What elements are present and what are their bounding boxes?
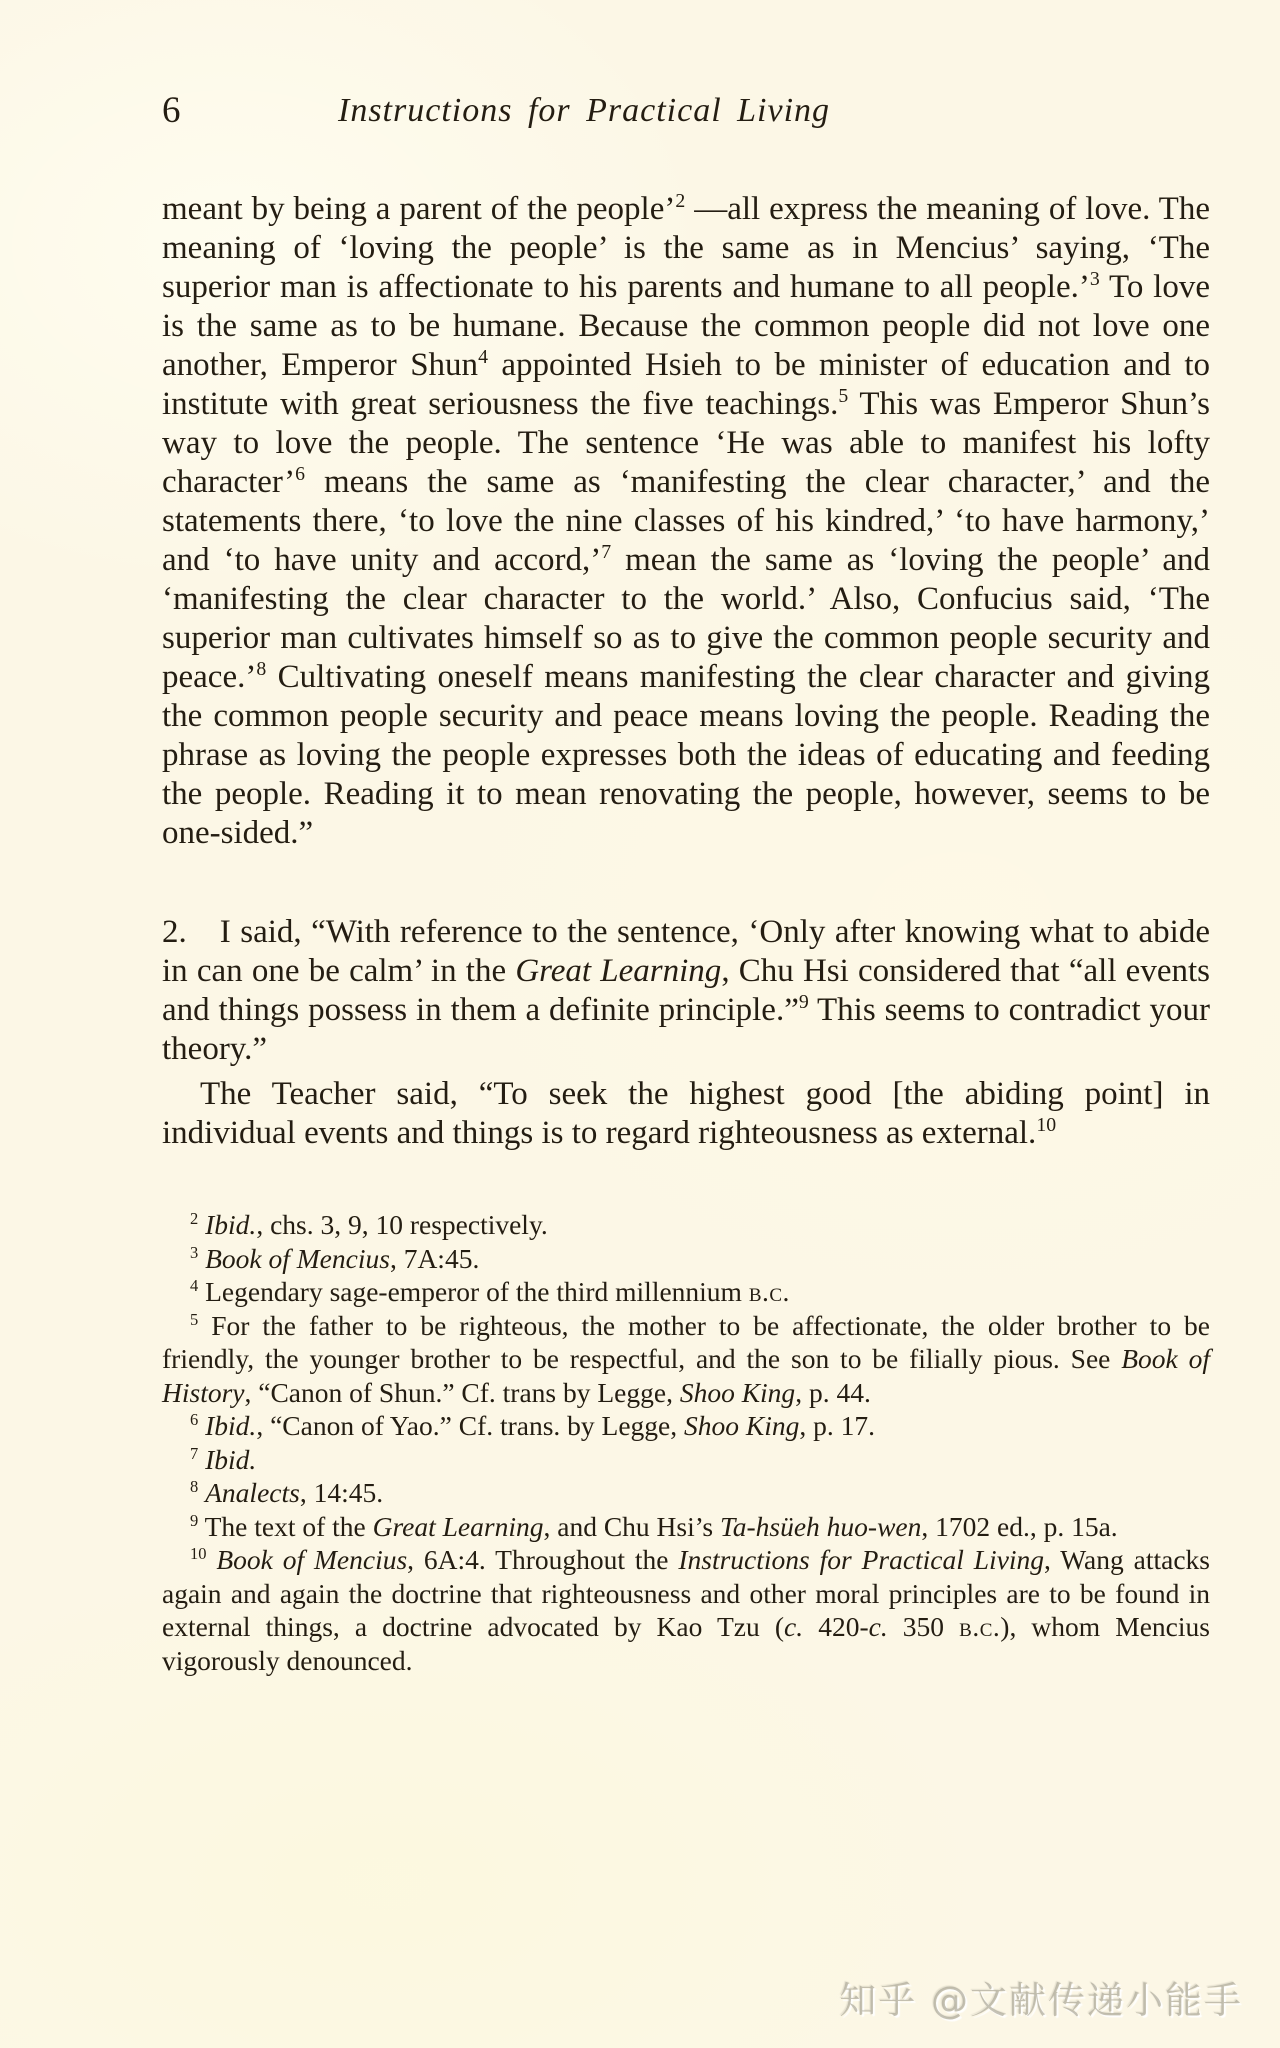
footnote-10: $^{10}$ Book of Mencius, 6A:4. Throughout the Instructions for Practical Living, Wang attacks again and again the doctrine that righteousness and other moral principles are to be found in external things, a doctrine advocated by Kao Tzu (c. 420-c. 350 b.c.), whom Mencius vigorously denounced. xyxy=(162,1543,1210,1676)
footnote-2: $^2$ Ibid., chs. 3, 9, 10 respectively. xyxy=(190,1208,548,1240)
footnote-3: $^3$ Book of Mencius, 7A:45. xyxy=(190,1242,480,1274)
footnote-4: $^4$ Legendary sage-emperor of the third millennium b.c. xyxy=(190,1275,790,1307)
footnote-5: $^5$ For the father to be righteous, the mother to be affectionate, the older brother to be friendly, the younger brother to be respectful, and the son to be filially pious. See Book of History, “Canon of Shun.” Cf. trans by Legge, Shoo King, p. 44. xyxy=(162,1309,1210,1408)
footnote-6: $^6$ Ibid., “Canon of Yao.” Cf. trans. by Legge, Shoo King, p. 17. xyxy=(190,1409,875,1441)
page-number: 6 xyxy=(162,90,181,131)
footnote-9: $^9$ The text of the Great Learning, and Chu Hsi’s Ta-hsüeh huo-wen, 1702 ed., p. 15a. xyxy=(190,1510,1118,1542)
watermark: 知乎 @文献传递小能手 xyxy=(839,1979,1243,2022)
footnote-7: $^7$ Ibid. xyxy=(190,1443,257,1475)
footnote-8: $^8$ Analects, 14:45. xyxy=(190,1476,384,1508)
footnotes-section xyxy=(162,1208,1210,1677)
body-paragraph-3: The Teacher said, “To seek the highest good [the abiding point] in individual events and things is to regard righteousness as external.$^{10}$ xyxy=(162,1076,1210,1151)
body-paragraph-2: 2. I said, “With reference to the sentence, ‘Only after knowing what to abide in can one be calm’ in the Great Learning, Chu Hsi considered that “all events and things possess in them a definite principle.”$^9$ This seems to contradict your theory.” xyxy=(162,914,1210,1067)
running-title: Instructions for Practical Living xyxy=(338,92,831,129)
body-paragraph-1: meant by being a parent of the people’$^2$ —all express the meaning of love. The meaning of ‘loving the people’ is the same as in Mencius’ saying, ‘The superior man is affectionate to his parents and humane to all people.’$^3$ To love is the same as to be humane. Because the common people did not love one another, Emperor Shun$^4$ appointed Hsieh to be minister of education and to institute with great seriousness the five teachings.$^5$ This was Emperor Shun’s way to love the people. The sentence ‘He was able to manifest his lofty character’$^6$ means the same as ‘manifesting the clear character,’ and the statements there, ‘to love the nine classes of his kindred,’ ‘to have harmony,’ and ‘to have unity and accord,’$^7$ mean the same as ‘loving the people’ and ‘manifesting the clear character to the world.’ Also, Confucius said, ‘The superior man cultivates himself so as to give the common people security and peace.’$^8$ Cultivating oneself means manifesting the clear character and giving the common people security and peace means loving the people. Reading the phrase as loving the people expresses both the ideas of educating and feeding the people. Reading it to mean renovating the people, however, seems to be one-sided.” xyxy=(162,190,1211,851)
text-column xyxy=(162,190,1210,1677)
